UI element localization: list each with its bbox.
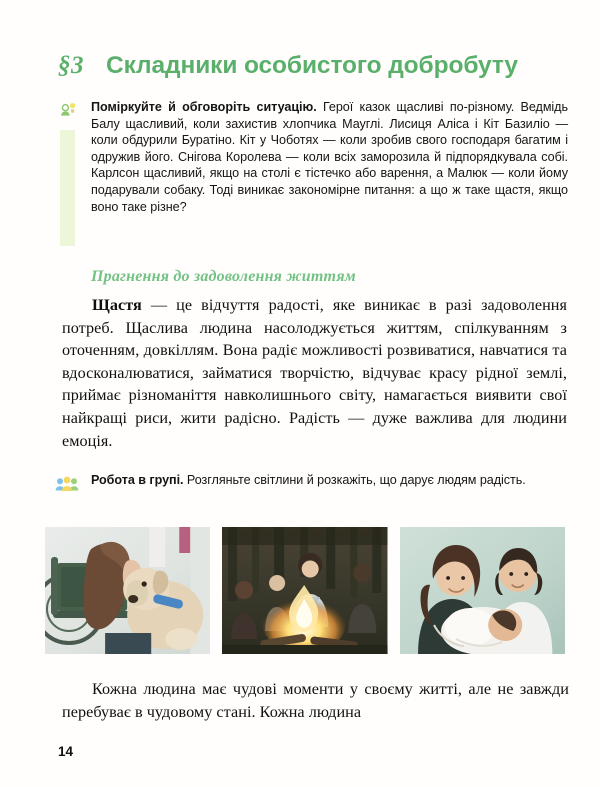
activity-label: Поміркуйте й обговоріть ситуацію. [91,100,317,114]
think-discuss-icon [58,101,78,121]
photo-parents-newborn [400,527,565,654]
group-of-people-icon [55,474,79,494]
groupwork-label: Робота в групі. [91,473,184,487]
body-paragraph-happiness [62,294,567,452]
section-title: Складники особистого добробуту [106,52,518,79]
term-happiness: Щастя [92,296,142,314]
activity-description: Герої казок щасливі по-різному. Ведмідь Балу щасливий, коли захистив хлопчика Мауглі. Лисиця Аліса і Кіт Базиліо — коли обдурили Буратіно. Кіт у Чоботях — коли зробив свого господаря багатим і одружив його. Снігова Королева — коли всіх заморозила й підпорядкувала собі. Карлсон щасливий, якщо на столі є тістечко або варення, а Малюк — коли йому подарували собаку. Тоді виникає закономірне питання: а що ж таке щастя, якщо воно таке різне? [91,100,568,214]
groupwork-description: Розгляньте світлини й розкажіть, що дарує людям радість. [183,473,526,487]
page-title [58,52,518,80]
page-number: 14 [58,744,74,759]
photo-friends-campfire [222,527,387,654]
activity-accent-rail [60,130,75,246]
body-paragraph-closing: Кожна людина має чудові моменти у своєму житті, але не завжди перебуває в чудовому стані. Кожна людина [62,680,569,721]
subsection-heading: Прагнення до задоволення життям [91,268,356,285]
body-paragraph-happiness-text: — це відчуття радості, яке виникає в разі задоволення потреб. Щаслива людина насолоджується життям, спілкуванням з оточенням, довкіллям. Вона радіє можливості розвиватися, навчатися та вдосконалюватися, займатися творчістю, відчуває красу рідної землі, приймає різноманіття навколишнього світу, намагається виявити свої найкращі риси, жити радісно. Радість — дуже важлива для людини емоція. [62,296,567,450]
activity-text [91,99,568,215]
groupwork-text [91,472,570,489]
activity-block-groupwork [55,472,570,489]
photo-girl-wheelchair-dog [45,527,210,654]
section-number: §3 [58,52,84,79]
photo-strip [45,527,565,654]
activity-block-discuss [58,99,568,215]
